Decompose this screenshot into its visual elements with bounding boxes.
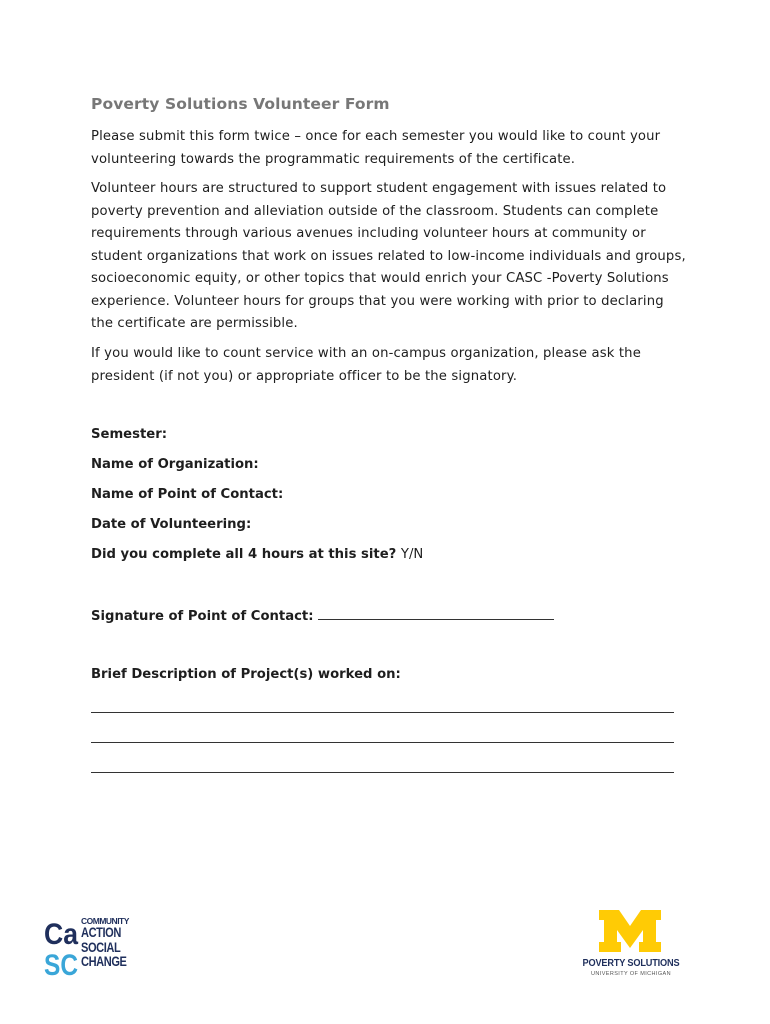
text-line: the certificate are permissible. bbox=[91, 316, 298, 331]
casc-monogram bbox=[44, 914, 80, 982]
poverty-solutions-logo bbox=[578, 910, 684, 980]
hours-question-field[interactable] bbox=[91, 547, 423, 562]
volunteer-hours-paragraph bbox=[91, 178, 691, 336]
date-field[interactable] bbox=[91, 517, 251, 532]
form-title: Poverty Solutions Volunteer Form bbox=[91, 95, 390, 113]
text-line: Please submit this form twice – once for each semester you would like to count your bbox=[91, 129, 661, 144]
casc-wordmark bbox=[81, 916, 141, 970]
casc-word: CHANGE bbox=[81, 954, 127, 969]
text-line: student organizations that work on issues related to low-income individuals and groups, bbox=[91, 248, 686, 264]
semester-field[interactable] bbox=[91, 427, 167, 442]
casc-letters-top: Ca bbox=[44, 918, 79, 951]
description-field bbox=[91, 667, 401, 682]
description-line[interactable] bbox=[91, 772, 674, 773]
university-subtitle: UNIVERSITY OF MICHIGAN bbox=[591, 971, 671, 977]
casc-logo bbox=[44, 914, 134, 982]
point-of-contact-field[interactable] bbox=[91, 487, 283, 502]
poverty-solutions-wordmark: POVERTY SOLUTIONS bbox=[582, 958, 680, 969]
casc-letters-bottom: SC bbox=[44, 949, 78, 982]
text-line: socioeconomic equity, or other topics that would enrich your CASC -Poverty Solutions bbox=[91, 271, 669, 286]
text-line: experience. Volunteer hours for groups that you were working with prior to declaring bbox=[91, 293, 664, 309]
on-campus-paragraph bbox=[91, 343, 691, 388]
organization-label: Name of Organization: bbox=[91, 457, 259, 472]
semester-label: Semester: bbox=[91, 427, 168, 442]
description-line[interactable] bbox=[91, 742, 674, 743]
signature-label: Signature of Point of Contact: bbox=[91, 609, 314, 624]
casc-word: COMMUNITY bbox=[81, 916, 129, 926]
text-line: volunteering towards the programmatic requirements of the certificate. bbox=[91, 151, 576, 167]
date-label: Date of Volunteering: bbox=[91, 517, 252, 532]
hours-options[interactable]: Y/N bbox=[400, 547, 424, 562]
signature-field[interactable] bbox=[91, 607, 554, 624]
block-m-icon bbox=[599, 910, 661, 952]
text-line: requirements through various avenues including volunteer hours at community or bbox=[91, 226, 646, 241]
organization-field[interactable] bbox=[91, 457, 259, 472]
casc-word: ACTION bbox=[81, 925, 121, 940]
description-line[interactable] bbox=[91, 712, 674, 713]
text-line: If you would like to count service with an on-campus organization, please ask the bbox=[91, 346, 641, 361]
text-line: president (if not you) or appropriate officer to be the signatory. bbox=[91, 368, 518, 384]
text-line: Volunteer hours are structured to support student engagement with issues related to bbox=[91, 181, 667, 196]
description-label: Brief Description of Project(s) worked on: bbox=[91, 667, 401, 682]
text-line: poverty prevention and alleviation outside of the classroom. Students can complete bbox=[91, 203, 659, 219]
signature-line[interactable] bbox=[318, 607, 554, 620]
casc-word: SOCIAL bbox=[81, 939, 121, 955]
point-of-contact-label: Name of Point of Contact: bbox=[91, 487, 284, 502]
instructions-paragraph bbox=[91, 126, 691, 171]
hours-question-label: Did you complete all 4 hours at this site? bbox=[91, 547, 397, 562]
